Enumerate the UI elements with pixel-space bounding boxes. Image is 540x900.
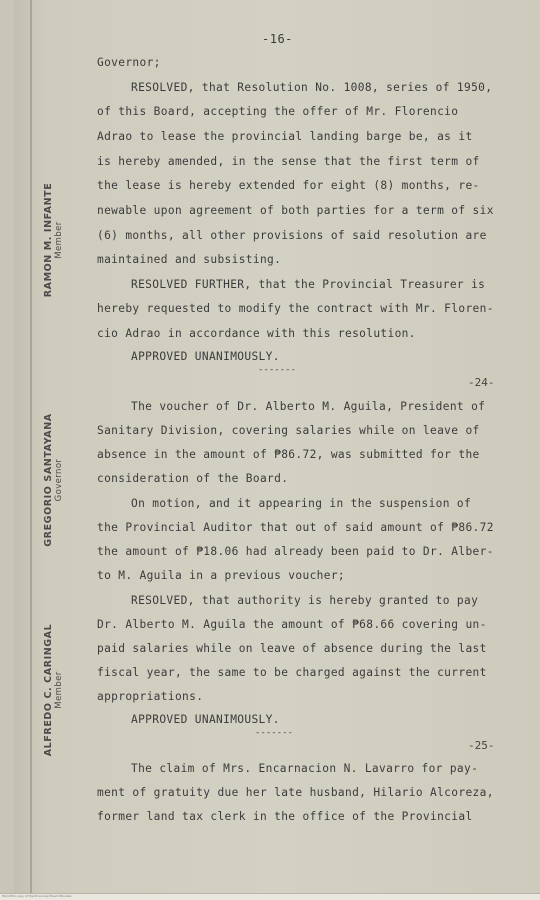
signature-block-member (44, 560, 65, 820)
text-line: to M. Aguila in a previous voucher; (97, 569, 345, 582)
approval-line: APPROVED UNANIMOUSLY. (131, 713, 280, 726)
page-number: -16- (262, 32, 293, 46)
signature-block-member (44, 110, 65, 370)
text-line: RESOLVED FURTHER, that the Provincial Treasurer is (131, 278, 486, 291)
footer-strip (0, 893, 540, 900)
footer-text: Microfilm copy of the Provincial Board Minutes (2, 894, 72, 898)
text-line: RESOLVED, that authority is hereby granted to pay (131, 594, 479, 607)
text-line: newable upon agreement of both parties for a term of six (97, 204, 494, 217)
text-line: RESOLVED, that Resolution No. 1008, series of 1950, (131, 81, 493, 94)
section-number: -25- (468, 739, 495, 752)
text-line: (6) months, all other provisions of said resolution are (97, 229, 487, 242)
signatory-name: GREGORIO SANTAYANA (43, 413, 54, 547)
signatory-role: Member (53, 671, 64, 709)
text-line: On motion, and it appearing in the suspension of (131, 497, 472, 510)
signatory-role: Governor (53, 458, 64, 502)
text-line: Sanitary Division, covering salaries while on leave of (97, 424, 480, 437)
text-line: Dr. Alberto M. Aguila the amount of ₱68.66 covering un- (97, 618, 487, 631)
signatory-name: RAMON M. INFANTE (43, 182, 54, 298)
text-line: maintained and subsisting. (97, 253, 282, 266)
signatory-name: ALFREDO C. CARINGAL (43, 623, 54, 757)
separator-dashes: ------- (258, 365, 296, 375)
signatory-role: Member (53, 221, 64, 259)
text-line: paid salaries while on leave of absence during the last (97, 642, 487, 655)
text-line: The claim of Mrs. Encarnacion N. Lavarro for pay- (131, 762, 479, 775)
text-line: of this Board, accepting the offer of Mr. Florencio (97, 105, 459, 118)
text-line: Governor; (97, 56, 161, 69)
text-line: is hereby amended, in the sense that the first term of (97, 155, 480, 168)
separator-dashes: ------- (255, 728, 293, 738)
text-line: ment of gratuity due her late husband, Hilario Alcoreza, (97, 786, 494, 799)
section-number: -24- (468, 376, 495, 389)
text-line: Adrao to lease the provincial landing barge be, as it (97, 130, 473, 143)
text-line: absence in the amount of ₱86.72, was submitted for the (97, 448, 480, 461)
text-line: The voucher of Dr. Alberto M. Aguila, President of (131, 400, 486, 413)
text-line: former land tax clerk in the office of the Provincial (97, 810, 473, 823)
text-line: hereby requested to modify the contract with Mr. Floren- (97, 302, 494, 315)
text-line: the lease is hereby extended for eight (8) months, re- (97, 179, 480, 192)
text-line: appropriations. (97, 690, 204, 703)
text-line: the amount of ₱18.06 had already been paid to Dr. Alber- (97, 545, 494, 558)
text-line: the Provincial Auditor that out of said amount of ₱86.72 (97, 521, 494, 534)
approval-line: APPROVED UNANIMOUSLY. (131, 350, 280, 363)
text-line: cio Adrao in accordance with this resolution. (97, 327, 416, 340)
text-line: consideration of the Board. (97, 472, 289, 485)
binding-margin-line (30, 0, 32, 894)
text-line: fiscal year, the same to be charged against the current (97, 666, 487, 679)
